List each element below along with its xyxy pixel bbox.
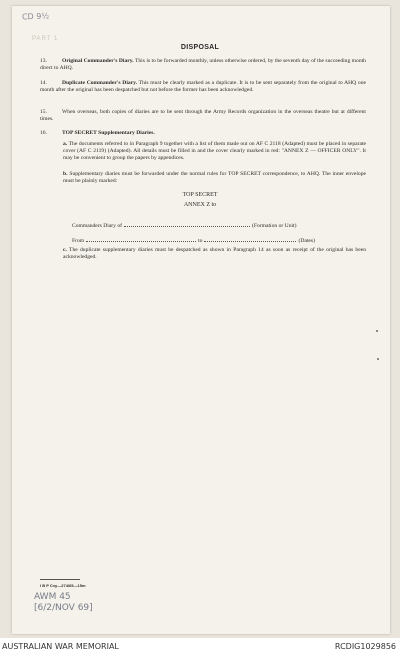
document-page — [12, 6, 390, 634]
marking-top-secret: TOP SECRET — [182, 192, 218, 198]
handwritten-date-range: [6/2/NOV 69] — [34, 603, 93, 613]
diary-of-line — [72, 221, 296, 230]
paragraph-number: 14. — [40, 80, 47, 86]
subparagraph-text: Supplementary diaries must be forwarded under the normal rules for TOP SECRET correspondence, to AHQ. The inner envelope must be plainly marked: — [63, 171, 366, 185]
archive-name: AUSTRALIAN WAR MEMORIAL — [2, 642, 119, 651]
subparagraph-text: The duplicate supplementary diaries must be despatched as shown in Paragraph 14 as soon as receipt of the original has been acknowledged. — [63, 247, 366, 261]
subparagraph-letter: b. — [63, 171, 68, 177]
from-blank — [86, 236, 196, 242]
paragraph-13 — [40, 58, 366, 72]
paragraph-text: When overseas, both copies of diaries are to be sent through the Army Records organization in the overseas theatre but at different times. — [40, 109, 366, 123]
to-label: to — [198, 238, 203, 244]
dates-line — [72, 236, 315, 245]
pencil-annotation: CD 9½ — [21, 11, 50, 22]
faint-stamp: PART 1 — [32, 36, 59, 42]
print-code-rule — [40, 579, 80, 580]
to-blank — [204, 236, 296, 242]
paragraph-text: This must be clearly marked as a duplicate. It is to be sent separately from the original to AHQ one month after the original has been despatched but not before the former has been acknowledged. — [40, 80, 366, 94]
paragraph-14 — [40, 80, 366, 94]
subparagraph-letter: a. — [63, 141, 68, 147]
from-label: From — [72, 238, 85, 244]
paragraph-number: 15. — [40, 109, 47, 115]
diary-label: Commanders Diary of — [72, 223, 123, 229]
print-code: I B P Cvy—274/65—15m — [40, 583, 86, 588]
paragraph-number: 13. — [40, 58, 47, 64]
subparagraph-16a — [63, 141, 366, 163]
subparagraph-16b — [63, 171, 366, 185]
dates-suffix: (Dates) — [298, 238, 315, 244]
paragraph-lead: TOP SECRET Supplementary Diaries. — [62, 130, 155, 136]
subparagraph-letter: c. — [63, 247, 67, 253]
stray-mark — [376, 330, 378, 332]
section-heading: DISPOSAL — [180, 44, 220, 51]
paragraph-lead: Duplicate Commander's Diary. — [62, 80, 138, 86]
marking-annex-z: ANNEX Z to — [183, 202, 217, 208]
diary-suffix: (Formation or Unit) — [252, 223, 297, 229]
stray-mark — [377, 358, 379, 360]
paragraph-15 — [40, 109, 366, 123]
paragraph-16 — [40, 130, 366, 137]
paragraph-number: 16. — [40, 130, 47, 136]
paragraph-lead: Original Commander's Diary. — [62, 58, 134, 64]
archive-id: RCDIG1029856 — [334, 642, 396, 651]
diary-blank — [124, 221, 250, 227]
subparagraph-text: The documents referred to in Paragraph 9 together with a list of them made out on AF C 2118 (Adapted) must be placed in separate cover (AF C 2119) (Adapted). All details must be filled in and the cover clearly marked in red: "ANNEX Z — OFFICER ONLY". It may be convenient to group the papers by appendices. — [63, 141, 366, 162]
subparagraph-16c — [63, 247, 366, 261]
handwritten-reference: AWM 45 — [34, 592, 71, 602]
archive-footer — [0, 640, 400, 654]
paragraph-text: This is to be forwarded monthly, unless otherwise ordered, by the seventh day of the succeeding month direct to AHQ. — [40, 58, 366, 72]
